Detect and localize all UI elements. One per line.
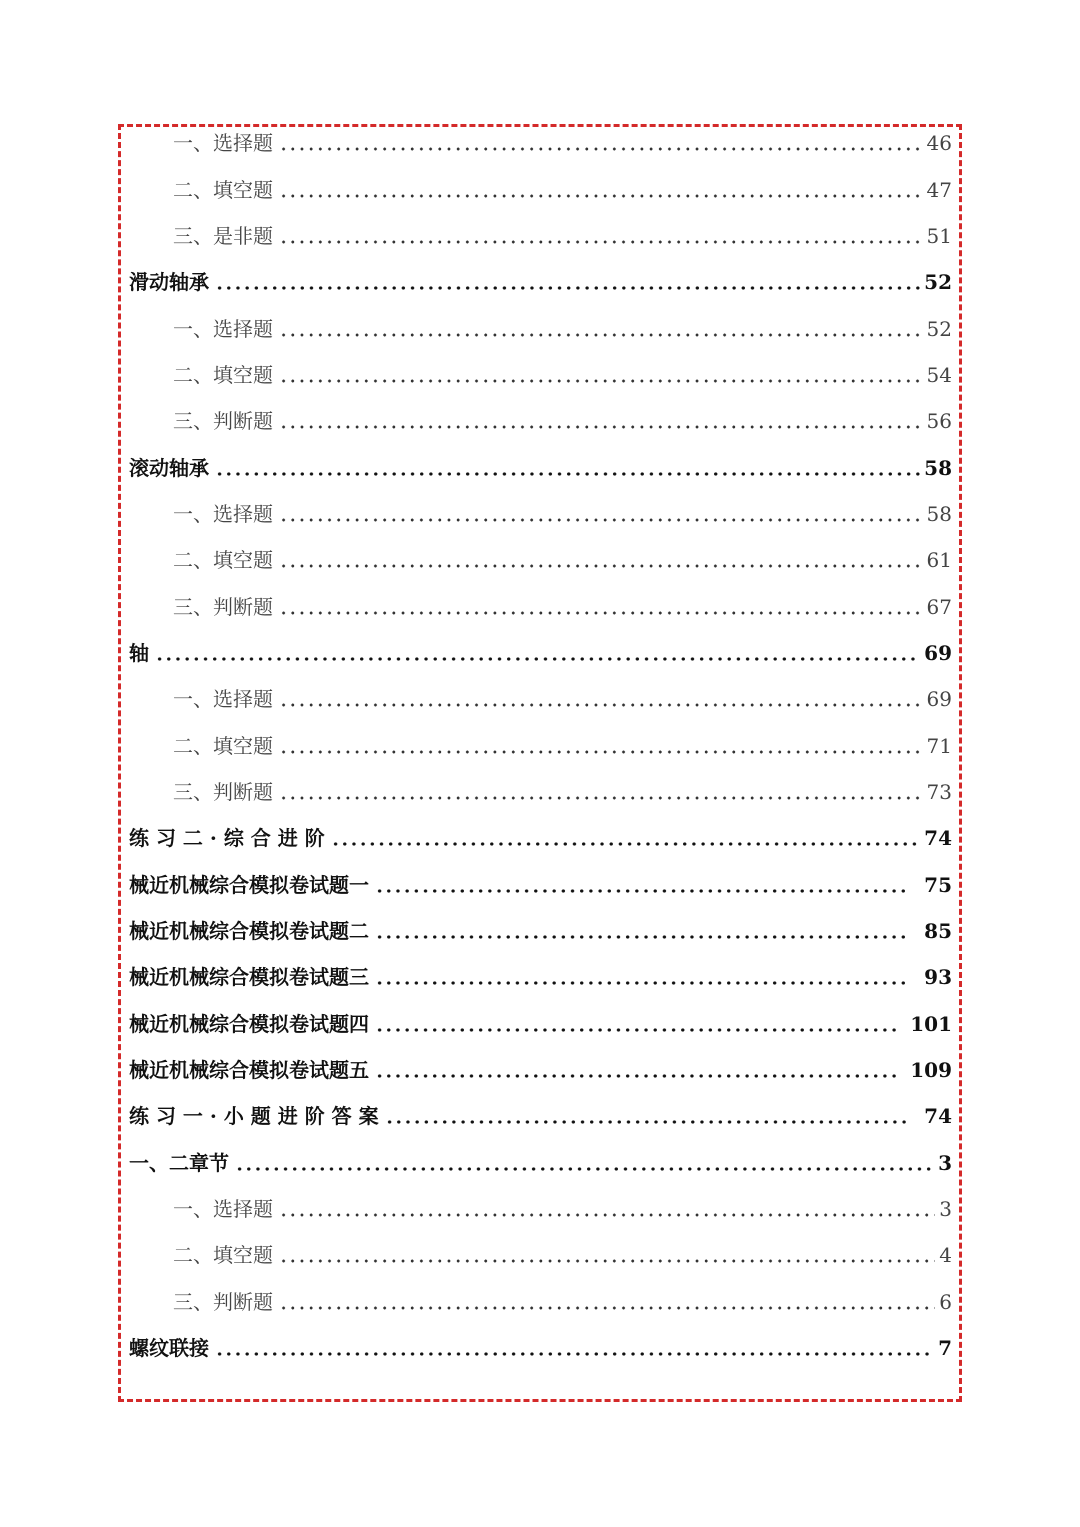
toc-entry-page: 51 <box>926 223 952 248</box>
toc-entry-page: 52 <box>926 316 952 341</box>
dot-leader <box>375 967 910 987</box>
toc-entry[interactable] <box>129 305 952 351</box>
toc-entry-page: 69 <box>924 640 952 665</box>
toc-entry-page: 7 <box>938 1336 952 1361</box>
toc-entry[interactable] <box>129 769 952 815</box>
toc-entry[interactable] <box>129 1140 952 1186</box>
dot-leader <box>375 921 910 941</box>
dot-leader <box>279 1292 935 1312</box>
toc-entry-page: 4 <box>939 1243 952 1268</box>
dot-leader <box>215 1338 934 1358</box>
toc-entry[interactable] <box>129 722 952 768</box>
toc-entry-label: 一、选择题 <box>173 316 273 341</box>
toc-entry-label: 滑动轴承 <box>129 270 209 295</box>
toc-entry[interactable] <box>129 862 952 908</box>
dot-leader <box>155 643 920 663</box>
toc-entry-page: 46 <box>926 131 952 156</box>
toc-entry[interactable] <box>129 213 952 259</box>
toc-entry[interactable] <box>129 1093 952 1139</box>
toc-entry-label: 三、判断题 <box>173 594 273 619</box>
toc-entry-page: 73 <box>926 779 952 804</box>
toc-entry-label: 三、是非题 <box>173 223 273 248</box>
toc-entry[interactable] <box>129 1001 952 1047</box>
dot-leader <box>375 875 910 895</box>
toc-entry-label: 练 习 二 · 综 合 进 阶 <box>129 826 325 851</box>
toc-entry-label: 三、判断题 <box>173 1289 273 1314</box>
toc-entry-page: 56 <box>926 409 952 434</box>
toc-entry[interactable] <box>129 491 952 537</box>
toc-entry-page: 93 <box>924 965 952 990</box>
toc-entry-page: 109 <box>910 1058 952 1083</box>
toc-entry[interactable] <box>129 259 952 305</box>
toc-entry-label: 螺纹联接 <box>129 1336 209 1361</box>
toc-entry-label: 械近机械综合模拟卷试题四 <box>129 1011 369 1036</box>
toc-entry[interactable] <box>129 1186 952 1232</box>
toc-entry-page: 67 <box>926 594 952 619</box>
dot-leader <box>215 272 920 292</box>
toc-entry-page: 47 <box>926 177 952 202</box>
dot-leader <box>279 550 923 570</box>
table-of-contents <box>129 120 952 1371</box>
toc-entry-label: 一、选择题 <box>173 1197 273 1222</box>
toc-entry-page: 71 <box>926 733 952 758</box>
toc-entry-page: 75 <box>924 872 952 897</box>
dot-leader <box>279 1245 935 1265</box>
toc-entry-label: 二、填空题 <box>173 1243 273 1268</box>
toc-entry-page: 74 <box>924 1104 952 1129</box>
toc-entry-page: 74 <box>924 826 952 851</box>
toc-entry-label: 一、选择题 <box>173 501 273 526</box>
toc-entry[interactable] <box>129 120 952 166</box>
toc-entry[interactable] <box>129 908 952 954</box>
toc-entry-label: 一、二章节 <box>129 1150 229 1175</box>
toc-entry-label: 械近机械综合模拟卷试题一 <box>129 872 369 897</box>
toc-entry-label: 二、填空题 <box>173 548 273 573</box>
toc-entry-label: 械近机械综合模拟卷试题二 <box>129 919 369 944</box>
toc-entry[interactable] <box>129 537 952 583</box>
dot-leader <box>279 782 923 802</box>
toc-entry-page: 61 <box>926 548 952 573</box>
toc-entry-label: 滚动轴承 <box>129 455 209 480</box>
toc-entry-label: 械近机械综合模拟卷试题三 <box>129 965 369 990</box>
dot-leader <box>279 180 923 200</box>
toc-entry-page: 69 <box>926 687 952 712</box>
dot-leader <box>235 1153 934 1173</box>
toc-entry-page: 85 <box>924 919 952 944</box>
toc-entry[interactable] <box>129 630 952 676</box>
toc-entry-page: 3 <box>938 1150 952 1175</box>
toc-entry[interactable] <box>129 583 952 629</box>
dot-leader <box>279 365 923 385</box>
toc-entry[interactable] <box>129 1232 952 1278</box>
dot-leader <box>279 319 923 339</box>
dot-leader <box>385 1106 911 1126</box>
dot-leader <box>279 226 923 246</box>
toc-entry[interactable] <box>129 398 952 444</box>
toc-entry-label: 械近机械综合模拟卷试题五 <box>129 1058 369 1083</box>
dot-leader <box>375 1014 896 1034</box>
toc-entry-page: 52 <box>924 270 952 295</box>
toc-entry-page: 58 <box>926 501 952 526</box>
toc-entry-label: 二、填空题 <box>173 733 273 758</box>
toc-entry[interactable] <box>129 166 952 212</box>
toc-entry-label: 一、选择题 <box>173 687 273 712</box>
toc-entry[interactable] <box>129 676 952 722</box>
toc-entry[interactable] <box>129 352 952 398</box>
dot-leader <box>331 828 920 848</box>
dot-leader <box>279 1199 935 1219</box>
toc-entry-label: 三、判断题 <box>173 409 273 434</box>
toc-entry-page: 58 <box>924 455 952 480</box>
toc-entry-page: 54 <box>926 362 952 387</box>
dot-leader <box>279 133 923 153</box>
toc-entry-label: 三、判断题 <box>173 779 273 804</box>
toc-entry-label: 一、选择题 <box>173 131 273 156</box>
toc-entry[interactable] <box>129 815 952 861</box>
dot-leader <box>215 458 920 478</box>
dot-leader <box>279 597 923 617</box>
toc-entry-page: 3 <box>939 1197 952 1222</box>
dot-leader <box>279 411 923 431</box>
dot-leader <box>279 736 923 756</box>
toc-entry[interactable] <box>129 444 952 490</box>
toc-entry-label: 练 习 一 · 小 题 进 阶 答 案 <box>129 1104 379 1129</box>
toc-entry[interactable] <box>129 1279 952 1325</box>
toc-entry-label: 二、填空题 <box>173 362 273 387</box>
dot-leader <box>279 504 923 524</box>
toc-entry-label: 轴 <box>129 640 149 665</box>
toc-entry-page: 6 <box>939 1289 952 1314</box>
toc-entry[interactable] <box>129 954 952 1000</box>
dot-leader <box>279 689 923 709</box>
dot-leader <box>375 1060 896 1080</box>
toc-entry[interactable] <box>129 1325 952 1371</box>
toc-entry-page: 101 <box>910 1011 952 1036</box>
toc-entry[interactable] <box>129 1047 952 1093</box>
toc-entry-label: 二、填空题 <box>173 177 273 202</box>
